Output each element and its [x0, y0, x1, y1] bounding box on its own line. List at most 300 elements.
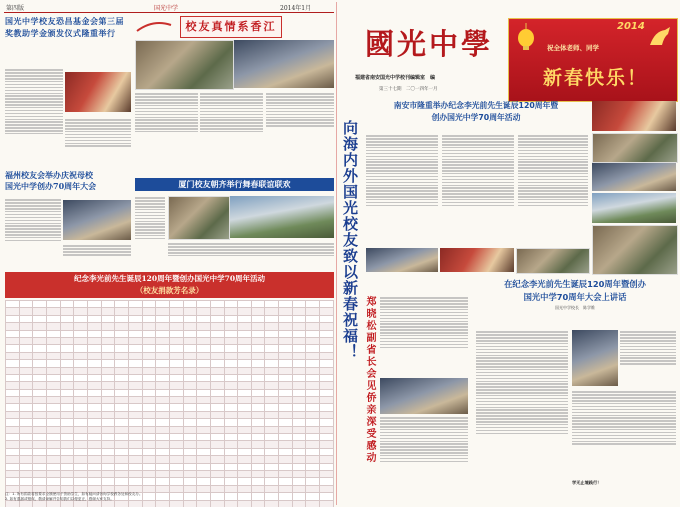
roster-cell	[19, 397, 33, 404]
roster-cell	[197, 345, 211, 352]
event-photo-4	[592, 193, 676, 223]
roster-cell	[33, 448, 47, 455]
roster-cell	[156, 367, 170, 374]
roster-cell	[74, 337, 88, 344]
donation-roster-table	[5, 300, 334, 507]
roster-row	[6, 345, 334, 352]
vertical-slogan-text: 向海内外国光校友致以新春祝福！	[341, 120, 359, 360]
roster-cell	[197, 382, 211, 389]
roster-cell	[224, 360, 238, 367]
roster-cell	[183, 448, 197, 455]
roster-cell	[197, 463, 211, 470]
roster-cell	[265, 308, 279, 315]
roster-cell	[238, 337, 252, 344]
roster-cell	[279, 470, 293, 477]
ceremony-photo-right	[516, 248, 590, 274]
roster-cell	[183, 434, 197, 441]
roster-cell	[210, 478, 224, 485]
roster-cell	[183, 323, 197, 330]
roster-cell	[320, 448, 334, 455]
roster-cell	[210, 337, 224, 344]
horse-emblem-icon	[647, 25, 673, 49]
roster-cell	[292, 374, 306, 381]
roster-cell	[210, 345, 224, 352]
roster-cell	[115, 470, 129, 477]
roster-cell	[224, 352, 238, 359]
roster-cell	[128, 397, 142, 404]
roster-cell	[197, 404, 211, 411]
roster-cell	[224, 397, 238, 404]
roster-cell	[197, 397, 211, 404]
roster-cell	[279, 404, 293, 411]
roster-cell	[306, 470, 320, 477]
swoosh-ornament-icon	[135, 19, 173, 35]
roster-cell	[279, 360, 293, 367]
speech-body-col-1	[476, 330, 568, 492]
roster-cell	[60, 360, 74, 367]
roster-cell	[6, 426, 20, 433]
roster-cell	[74, 456, 88, 463]
roster-cell	[183, 397, 197, 404]
roster-cell	[115, 411, 129, 418]
roster-cell	[142, 389, 156, 396]
vertical-subhead-text: 郑晓松副省长会见侨亲深受感动	[364, 296, 375, 464]
roster-cell	[46, 352, 60, 359]
roster-cell	[265, 456, 279, 463]
roster-cell	[292, 337, 306, 344]
roster-cell	[251, 301, 265, 308]
roster-cell	[6, 397, 20, 404]
roster-cell	[6, 434, 20, 441]
roster-cell	[115, 360, 129, 367]
roster-cell	[183, 352, 197, 359]
roster-cell	[142, 374, 156, 381]
roster-cell	[169, 389, 183, 396]
roster-cell	[251, 456, 265, 463]
roster-cell	[115, 456, 129, 463]
roster-cell	[19, 404, 33, 411]
roster-cell	[74, 330, 88, 337]
roster-cell	[142, 337, 156, 344]
roster-cell	[251, 419, 265, 426]
roster-cell	[224, 389, 238, 396]
roster-cell	[210, 315, 224, 322]
roster-cell	[87, 337, 101, 344]
roster-cell	[292, 382, 306, 389]
roster-row	[6, 411, 334, 418]
roster-cell	[115, 323, 129, 330]
roster-cell	[265, 478, 279, 485]
roster-cell	[320, 456, 334, 463]
roster-cell	[87, 367, 101, 374]
roster-cell	[101, 330, 115, 337]
roster-cell	[101, 441, 115, 448]
roster-cell	[142, 419, 156, 426]
roster-cell	[46, 360, 60, 367]
xiang-body-col-1	[135, 92, 198, 182]
roster-cell	[128, 382, 142, 389]
roster-cell	[87, 389, 101, 396]
roster-cell	[320, 463, 334, 470]
roster-cell	[128, 323, 142, 330]
roster-cell	[128, 434, 142, 441]
speech-title-line-2: 国光中学70周年大会上讲话	[523, 292, 627, 302]
roster-cell	[169, 308, 183, 315]
roster-cell	[33, 337, 47, 344]
roster-cell	[224, 308, 238, 315]
roster-cell	[279, 337, 293, 344]
roster-cell	[19, 470, 33, 477]
roster-cell	[128, 374, 142, 381]
roster-cell	[87, 308, 101, 315]
roster-cell	[292, 411, 306, 418]
footnote-2: 2. 如有遗漏或错误，敬请谅解并告知我们以便更正，感谢大家支持。	[5, 497, 114, 501]
roster-cell	[60, 382, 74, 389]
roster-cell	[238, 308, 252, 315]
roster-cell	[115, 419, 129, 426]
roster-cell	[183, 419, 197, 426]
roster-cell	[320, 470, 334, 477]
event-photo-3	[592, 163, 676, 191]
roster-cell	[101, 470, 115, 477]
roster-cell	[320, 345, 334, 352]
roster-cell	[197, 434, 211, 441]
roster-cell	[128, 345, 142, 352]
roster-cell	[6, 448, 20, 455]
roster-cell	[238, 470, 252, 477]
roster-cell	[33, 330, 47, 337]
roster-cell	[197, 308, 211, 315]
fuzhou-article-title	[5, 170, 131, 196]
roster-cell	[292, 470, 306, 477]
roster-cell	[6, 360, 20, 367]
roster-cell	[197, 360, 211, 367]
roster-cell	[60, 330, 74, 337]
roster-cell	[156, 419, 170, 426]
roster-cell	[33, 360, 47, 367]
roster-cell	[292, 315, 306, 322]
roster-cell	[74, 411, 88, 418]
roster-cell	[87, 470, 101, 477]
roster-cell	[87, 315, 101, 322]
roster-cell	[224, 434, 238, 441]
roster-cell	[292, 426, 306, 433]
roster-cell	[19, 301, 33, 308]
roster-cell	[156, 315, 170, 322]
roster-cell	[265, 434, 279, 441]
donation-banner	[5, 272, 334, 298]
roster-cell	[128, 389, 142, 396]
roster-cell	[224, 374, 238, 381]
roster-cell	[46, 441, 60, 448]
roster-cell	[169, 374, 183, 381]
roster-cell	[33, 404, 47, 411]
roster-cell	[265, 330, 279, 337]
roster-cell	[251, 374, 265, 381]
roster-cell	[19, 315, 33, 322]
roster-cell	[265, 315, 279, 322]
roster-cell	[306, 434, 320, 441]
roster-cell	[251, 330, 265, 337]
scholarship-ceremony-photo	[65, 72, 131, 112]
roster-cell	[19, 360, 33, 367]
roster-cell	[238, 382, 252, 389]
roster-row	[6, 434, 334, 441]
roster-cell	[115, 345, 129, 352]
roster-cell	[142, 434, 156, 441]
roster-cell	[238, 411, 252, 418]
roster-cell	[142, 301, 156, 308]
roster-cell	[238, 397, 252, 404]
roster-cell	[292, 360, 306, 367]
roster-cell	[306, 404, 320, 411]
roster-cell	[156, 441, 170, 448]
roster-cell	[87, 374, 101, 381]
roster-cell	[19, 389, 33, 396]
roster-cell	[265, 337, 279, 344]
roster-cell	[74, 478, 88, 485]
roster-row	[6, 360, 334, 367]
roster-cell	[101, 404, 115, 411]
roster-cell	[156, 308, 170, 315]
roster-cell	[142, 315, 156, 322]
roster-cell	[265, 323, 279, 330]
main-news-headline-line-1: 南安市隆重举办纪念李光前先生诞辰120周年暨	[393, 101, 559, 110]
roster-cell	[251, 352, 265, 359]
roster-cell	[115, 404, 129, 411]
roster-cell	[142, 323, 156, 330]
roster-cell	[279, 367, 293, 374]
roster-cell	[46, 419, 60, 426]
roster-cell	[128, 426, 142, 433]
roster-cell	[265, 360, 279, 367]
roster-cell	[169, 352, 183, 359]
roster-row	[6, 330, 334, 337]
roster-row	[6, 441, 334, 448]
roster-cell	[6, 478, 20, 485]
scholarship-title-line-1: 国光中学校友恐昌基金会第三届	[5, 16, 124, 26]
roster-cell	[142, 441, 156, 448]
roster-cell	[46, 411, 60, 418]
roster-cell	[101, 463, 115, 470]
roster-cell	[279, 463, 293, 470]
roster-cell	[292, 330, 306, 337]
roster-row	[6, 419, 334, 426]
roster-cell	[60, 456, 74, 463]
roster-cell	[6, 315, 20, 322]
roster-cell	[251, 441, 265, 448]
roster-cell	[33, 456, 47, 463]
roster-row	[6, 404, 334, 411]
roster-cell	[33, 308, 47, 315]
roster-cell	[292, 448, 306, 455]
xiamen-body-text	[168, 242, 334, 268]
roster-cell	[183, 470, 197, 477]
roster-cell	[60, 463, 74, 470]
xiamen-article-title-bar	[135, 178, 334, 191]
roster-cell	[74, 389, 88, 396]
roster-cell	[60, 301, 74, 308]
event-photo-1	[592, 101, 676, 131]
roster-cell	[292, 456, 306, 463]
roster-cell	[128, 448, 142, 455]
roster-cell	[183, 411, 197, 418]
roster-cell	[142, 463, 156, 470]
roster-cell	[210, 360, 224, 367]
roster-cell	[87, 463, 101, 470]
roster-cell	[128, 456, 142, 463]
roster-cell	[197, 337, 211, 344]
roster-cell	[87, 419, 101, 426]
roster-cell	[156, 301, 170, 308]
roster-cell	[46, 382, 60, 389]
roster-cell	[183, 374, 197, 381]
roster-cell	[210, 352, 224, 359]
roster-cell	[115, 463, 129, 470]
roster-cell	[46, 308, 60, 315]
roster-cell	[306, 478, 320, 485]
roster-cell	[60, 397, 74, 404]
roster-cell	[87, 411, 101, 418]
roster-row	[6, 374, 334, 381]
roster-cell	[128, 463, 142, 470]
roster-row	[6, 456, 334, 463]
roster-cell	[156, 337, 170, 344]
roster-cell	[115, 434, 129, 441]
roster-cell	[306, 389, 320, 396]
roster-cell	[19, 426, 33, 433]
roster-cell	[6, 374, 20, 381]
roster-cell	[74, 367, 88, 374]
roster-row	[6, 426, 334, 433]
roster-cell	[33, 441, 47, 448]
roster-cell	[238, 352, 252, 359]
roster-cell	[19, 308, 33, 315]
roster-cell	[320, 323, 334, 330]
roster-cell	[46, 315, 60, 322]
roster-cell	[197, 301, 211, 308]
roster-cell	[87, 301, 101, 308]
roster-cell	[101, 301, 115, 308]
roster-cell	[128, 404, 142, 411]
roster-cell	[251, 470, 265, 477]
roster-cell	[74, 323, 88, 330]
roster-cell	[197, 419, 211, 426]
roster-cell	[306, 323, 320, 330]
roster-cell	[265, 411, 279, 418]
roster-cell	[74, 448, 88, 455]
roster-cell	[306, 397, 320, 404]
roster-cell	[224, 448, 238, 455]
roster-cell	[183, 426, 197, 433]
roster-cell	[74, 345, 88, 352]
roster-cell	[238, 441, 252, 448]
roster-cell	[6, 352, 20, 359]
roster-cell	[210, 323, 224, 330]
roster-cell	[306, 448, 320, 455]
ceremony-photo-left	[366, 248, 438, 272]
roster-cell	[265, 419, 279, 426]
speech-byline: 国光中学校长 陈学维	[555, 305, 595, 310]
roster-cell	[265, 448, 279, 455]
roster-cell	[169, 337, 183, 344]
roster-cell	[46, 478, 60, 485]
roster-cell	[115, 397, 129, 404]
roster-row	[6, 323, 334, 330]
roster-cell	[74, 301, 88, 308]
roster-cell	[74, 397, 88, 404]
roster-cell	[306, 345, 320, 352]
roster-cell	[6, 470, 20, 477]
roster-cell	[101, 382, 115, 389]
left-date: 2014年1月	[280, 5, 312, 12]
roster-cell	[87, 441, 101, 448]
roster-cell	[224, 463, 238, 470]
roster-cell	[279, 441, 293, 448]
roster-cell	[6, 323, 20, 330]
roster-cell	[320, 389, 334, 396]
roster-cell	[6, 382, 20, 389]
roster-cell	[320, 330, 334, 337]
roster-cell	[306, 308, 320, 315]
roster-cell	[224, 323, 238, 330]
event-photo-5	[592, 225, 678, 275]
roster-cell	[74, 441, 88, 448]
roster-cell	[19, 463, 33, 470]
roster-cell	[156, 360, 170, 367]
roster-cell	[279, 448, 293, 455]
roster-cell	[156, 456, 170, 463]
main-news-headline-line-2: 创办国光中学70周年活动	[431, 113, 521, 122]
roster-cell	[279, 308, 293, 315]
roster-cell	[251, 315, 265, 322]
roster-cell	[197, 323, 211, 330]
roster-cell	[60, 352, 74, 359]
roster-cell	[74, 419, 88, 426]
roster-cell	[265, 463, 279, 470]
left-page-header	[4, 2, 334, 13]
roster-cell	[87, 330, 101, 337]
roster-cell	[279, 434, 293, 441]
roster-cell	[292, 352, 306, 359]
roster-cell	[46, 337, 60, 344]
fuzhou-body-text-2	[63, 244, 131, 266]
roster-cell	[306, 426, 320, 433]
roster-cell	[320, 397, 334, 404]
roster-cell	[19, 411, 33, 418]
roster-cell	[6, 301, 20, 308]
roster-cell	[128, 478, 142, 485]
roster-cell	[238, 478, 252, 485]
roster-cell	[142, 478, 156, 485]
roster-cell	[156, 448, 170, 455]
roster-cell	[87, 426, 101, 433]
roster-cell	[156, 434, 170, 441]
roster-cell	[224, 382, 238, 389]
roster-cell	[169, 404, 183, 411]
xiang-body-col-3	[266, 92, 334, 172]
roster-cell	[197, 426, 211, 433]
roster-cell	[19, 337, 33, 344]
roster-cell	[101, 315, 115, 322]
roster-cell	[46, 374, 60, 381]
roster-cell	[224, 315, 238, 322]
roster-cell	[74, 374, 88, 381]
roster-cell	[33, 382, 47, 389]
roster-row	[6, 382, 334, 389]
roster-cell	[183, 330, 197, 337]
roster-cell	[33, 470, 47, 477]
